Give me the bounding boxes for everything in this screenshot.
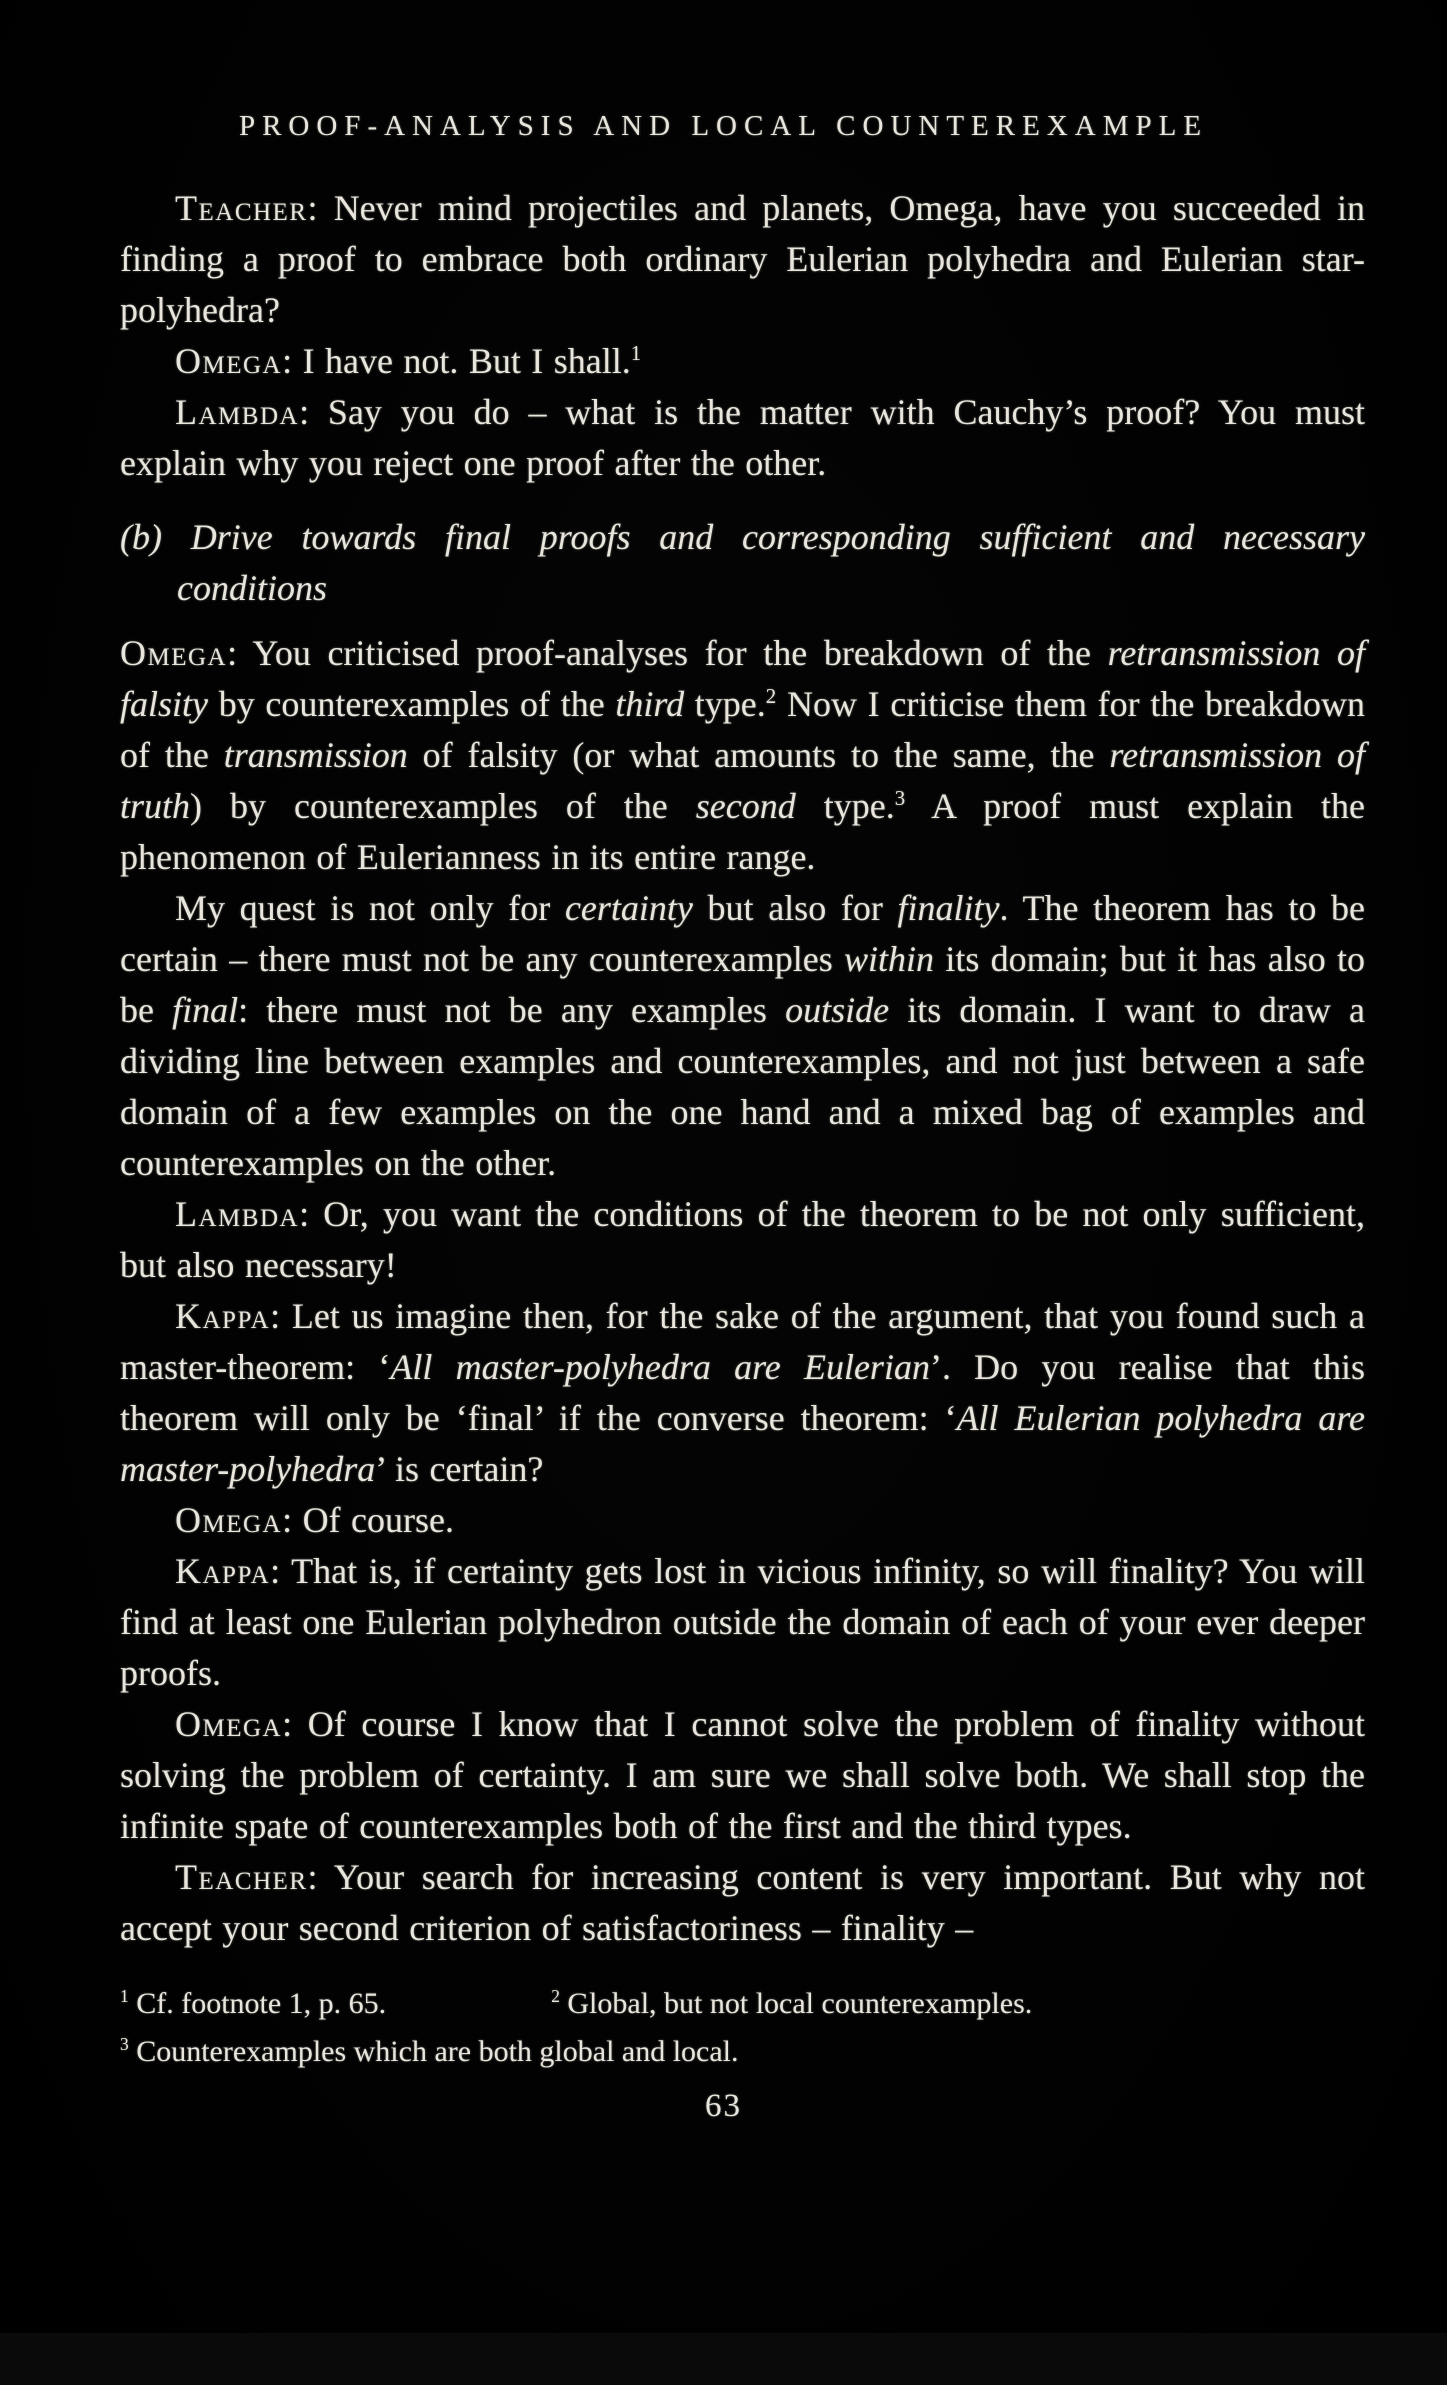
speaker-name: Omega	[120, 633, 228, 673]
paragraph: Omega: Of course.	[175, 1500, 454, 1540]
speaker-name: Lambda	[175, 392, 300, 432]
scan-edge-strip	[0, 2333, 1447, 2385]
speaker-name: Omega	[175, 1704, 283, 1744]
speaker-name: Teacher	[175, 188, 308, 228]
speaker-name: Kappa	[175, 1296, 271, 1336]
speaker-name: Teacher	[175, 1857, 308, 1897]
footnote-3: $^3$ Counterexamples which are both global and local.	[120, 2034, 739, 2068]
paragraph: Teacher: Your search for increasing content is very important. But why not accept your second criterion of satisfactoriness – finality –	[120, 1857, 1366, 1948]
paragraph: Kappa: Let us imagine then, for the sake of the argument, that you found such a master-theorem: ‘All master-polyhedra are Eulerian’. Do you realise that this theorem will only be ‘final’ if the converse theorem: ‘All Eulerian polyhedra are master-polyhedra’ is certain?	[120, 1296, 1366, 1489]
paragraph: My quest is not only for certainty but also for finality. The theorem has to be certain – there must not be any counterexamples within its domain; but it has also to be final: there must not be any examples outside its domain. I want to draw a dividing line between examples and counterexamples, and not just between a safe domain of a few examples on the one hand and a mixed bag of examples and counterexamples on the other.	[120, 888, 1366, 1183]
footnote-2: $^2$ Global, but not local counterexamples.	[551, 1986, 1033, 2020]
paragraph: Omega: You criticised proof-analyses for the breakdown of the retransmission of falsity by counterexamples of the third type.$^2$ Now I criticise them for the breakdown of the transmission of falsity (or what amounts to the same, the retransmission of truth) by counterexamples of the second type.$^3$ A proof must explain the phenomenon of Eulerianness in its entire range.	[120, 633, 1365, 877]
footnote-row	[120, 2028, 1365, 2076]
paragraph: Omega: Of course I know that I cannot solve the problem of finality without solving the problem of certainty. I am sure we shall solve both. We shall stop the infinite spate of counterexamples both of the first and the third types.	[120, 1704, 1366, 1846]
page-heading: PROOF-ANALYSIS AND LOCAL COUNTEREXAMPLE	[238, 110, 1209, 142]
section-heading: (b) Drive towards final proofs and corresponding sufficient and necessary conditions	[120, 517, 1365, 608]
footnotes	[120, 1980, 1365, 2076]
body-text	[120, 183, 1365, 1954]
speaker-name: Omega	[175, 341, 283, 381]
paragraph: Omega: I have not. But I shall.$^1$	[175, 341, 642, 381]
footnote-row	[120, 1980, 1365, 2028]
paragraph: Lambda: Say you do – what is the matter with Cauchy’s proof? You must explain why you reject one proof after the other.	[120, 392, 1365, 483]
speaker-name: Lambda	[175, 1194, 300, 1234]
speaker-name: Kappa	[175, 1551, 271, 1591]
paragraph: Teacher: Never mind projectiles and planets, Omega, have you succeeded in finding a proof to embrace both ordinary Eulerian polyhedra and Eulerian star-polyhedra?	[120, 188, 1365, 330]
paragraph: Kappa: That is, if certainty gets lost in vicious infinity, so will finality? You will find at least one Eulerian polyhedron outside the domain of each of your ever deeper proofs.	[120, 1551, 1366, 1693]
paragraph: Lambda: Or, you want the conditions of the theorem to be not only sufficient, but also necessary!	[120, 1194, 1365, 1285]
speaker-name: Omega	[175, 1500, 283, 1540]
footnote-1: $^1$ Cf. footnote 1, p. 65.	[120, 1986, 387, 2020]
page-number: 63	[705, 2088, 742, 2124]
